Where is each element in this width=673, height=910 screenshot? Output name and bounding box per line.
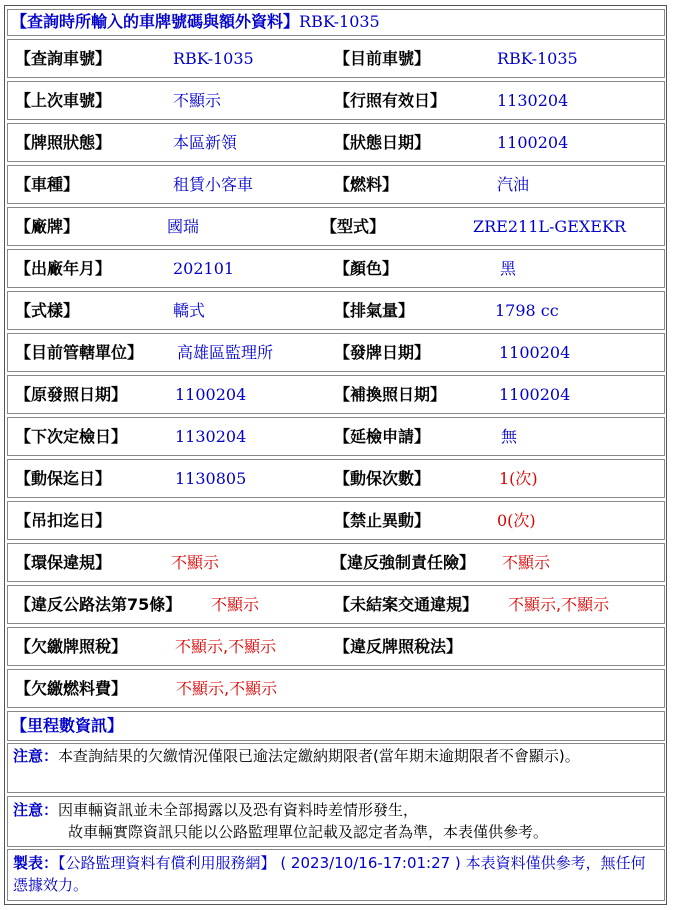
data-row [7,333,665,372]
field-label: 【上次車號】 [15,91,112,110]
field-label: 【環保違規】 [15,553,112,572]
field-label: 【式樣】 [15,301,80,320]
data-row [7,165,665,204]
header-title [11,12,380,32]
field-label: 【發牌日期】 [334,343,431,362]
data-row [7,417,665,456]
field-label: 【廠牌】 [15,217,80,236]
data-row [7,249,665,288]
field-value: 不顯示 [173,91,222,110]
field-value: 0(次) [497,511,536,530]
field-label: 【吊扣迄日】 [15,511,112,530]
field-label: 【車種】 [15,175,80,194]
field-label: 【排氣量】 [334,301,415,320]
field-label: 【延檢申請】 [334,427,431,446]
field-value: 不顯示,不顯示 [508,595,610,614]
field-label: 【顏色】 [334,259,399,278]
data-row [7,459,665,498]
field-value: 不顯示 [171,553,220,572]
field-value: 1100204 [499,343,571,362]
field-label: 【目前管轄單位】 [15,343,144,362]
data-row [7,627,665,666]
footer-disclaimer: 本表資料僅供參考，無任何憑據效力。 [13,854,646,894]
field-value: 不顯示,不顯示 [175,637,277,656]
note2-label: 注意： [13,801,59,819]
field-value: RBK-1035 [173,49,254,68]
footer-source: 【公路監理資料有償利用服務網】 [58,854,276,872]
field-label: 【查詢車號】 [15,49,112,68]
field-value: 不顯示 [211,595,260,614]
data-row [7,81,665,120]
mileage-title: 【里程數資訊】 [11,716,124,735]
data-row [7,501,665,540]
data-row [7,39,665,78]
data-row [7,669,665,708]
header-row [7,9,665,36]
mileage-row [7,711,665,741]
field-value: 1130805 [175,469,247,488]
note2-line2: 故車輛實際資訊只能以公路監理單位記載及認定者為準，本表僅供參考。 [68,823,549,841]
field-value: 1130204 [497,91,569,110]
field-value: 國瑞 [167,217,200,236]
field-value: 高雄區監理所 [177,343,274,362]
field-label: 【禁止異動】 [334,511,431,530]
field-value: 1130204 [175,427,247,446]
field-label: 【欠繳牌照稅】 [15,637,128,656]
field-label: 【補換照日期】 [334,385,447,404]
footer-label: 製表： [13,854,59,872]
field-label: 【牌照狀態】 [15,133,112,152]
data-row [7,375,665,414]
field-value: 不顯示 [502,553,551,572]
header-title-text: 【查詢時所輸入的車牌號碼與額外資料】 [11,12,300,31]
field-value: 租賃小客車 [173,175,254,194]
footer-text [13,852,659,896]
field-value: 無 [501,427,518,446]
data-row [7,291,665,330]
field-label: 【違反公路法第75條】 [15,595,182,614]
header-plate: RBK-1035 [299,12,380,31]
footer-box [7,849,665,901]
field-label: 【欠繳燃料費】 [15,679,128,698]
note1-label: 注意： [13,747,59,765]
note2-box [7,796,665,847]
field-value: 1798 cc [495,301,559,320]
data-row [7,207,665,246]
field-value: 1100204 [497,133,569,152]
data-row [7,123,665,162]
note2-line1: 因車輛資訊並未全部揭露以及恐有資料時差情形發生， [58,801,419,819]
field-label: 【狀態日期】 [334,133,431,152]
field-value: RBK-1035 [497,49,578,68]
field-value: 不顯示,不顯示 [176,679,278,698]
field-label: 【動保次數】 [334,469,431,488]
field-label: 【原發照日期】 [15,385,128,404]
field-value: 汽油 [497,175,530,194]
field-label: 【出廠年月】 [15,259,112,278]
field-value: 1(次) [499,469,538,488]
field-value: 黑 [500,259,517,278]
field-label: 【燃料】 [334,175,399,194]
note1-box [7,743,665,793]
field-label: 【違反牌照稅法】 [334,637,463,656]
field-label: 【目前車號】 [334,49,431,68]
note2-text [13,799,659,843]
note1-text [13,745,659,767]
field-label: 【型式】 [321,217,386,236]
field-value: 1100204 [175,385,247,404]
field-label: 【違反強制責任險】 [331,553,476,572]
field-label: 【未結案交通違規】 [334,595,479,614]
field-value: ZRE211L-GEXEKR [473,217,626,236]
field-value: 本區新領 [173,133,238,152]
footer-time: ( 2023/10/16-17:01:27 ) [280,854,461,872]
field-label: 【行照有效日】 [334,91,447,110]
field-value: 202101 [173,259,235,278]
field-value: 1100204 [499,385,571,404]
data-row [7,585,665,624]
field-label: 【動保迄日】 [15,469,112,488]
field-value: 轎式 [173,301,206,320]
data-row [7,543,665,582]
field-label: 【下次定檢日】 [15,427,128,446]
note1-body: 本查詢結果的欠繳情況僅限已逾法定繳納期限者(當年期末逾期限者不會顯示)。 [58,747,580,765]
